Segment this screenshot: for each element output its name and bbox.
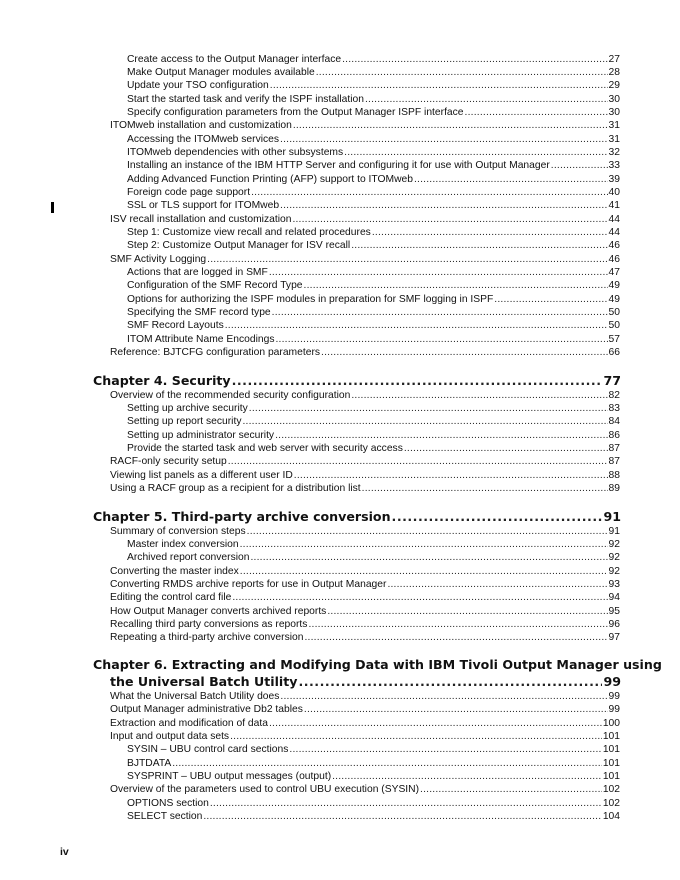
toc-page-number: 93 (608, 579, 620, 590)
toc-entry[interactable] (110, 730, 620, 743)
toc-page-number: 50 (608, 320, 620, 331)
toc-entry-title: Overview of the parameters used to control UBU execution (SYSIN) (110, 784, 420, 795)
toc-page-number: 95 (608, 606, 620, 617)
toc-page-number: 94 (608, 592, 620, 603)
toc-leader (551, 159, 608, 172)
toc-entry[interactable] (127, 186, 620, 199)
toc-page-number: 101 (602, 758, 620, 769)
toc-page-number: 97 (608, 632, 620, 643)
toc-page-number: 91 (603, 509, 621, 524)
toc-page-number: 40 (608, 187, 620, 198)
toc-entry-title: ITOMweb installation and customization (110, 120, 292, 131)
toc-entry[interactable] (127, 810, 620, 823)
toc-entry[interactable] (127, 53, 620, 66)
toc-entry-title: RACF-only security setup (110, 456, 227, 467)
toc-entry[interactable] (110, 591, 620, 604)
toc-entry-title: Archived report conversion (127, 552, 250, 563)
toc-leader (351, 389, 607, 402)
toc-entry[interactable] (127, 106, 620, 119)
toc-leader (280, 690, 607, 703)
toc-leader (365, 93, 608, 106)
toc-page-number: 101 (602, 731, 620, 742)
toc-leader (232, 591, 607, 604)
toc-entry-title: Viewing list panels as a different user ID (110, 470, 293, 481)
toc-chapter[interactable] (110, 674, 621, 690)
toc-page-number: 30 (608, 94, 620, 105)
toc-page-number: 102 (602, 784, 620, 795)
toc-leader (242, 415, 607, 428)
toc-leader (294, 469, 608, 482)
toc-entry[interactable] (127, 429, 620, 442)
toc-leader (372, 226, 608, 239)
toc-page-number: 28 (608, 67, 620, 78)
toc-entry-title: Summary of conversion steps (110, 526, 246, 537)
toc-leader (351, 239, 607, 252)
toc-leader (387, 578, 607, 591)
toc-page-number: 96 (608, 619, 620, 630)
toc-entry-title: Provide the started task and web server with security access (127, 443, 403, 454)
toc-entry[interactable] (110, 253, 620, 266)
toc-leader (210, 797, 602, 810)
toc-leader (232, 373, 603, 389)
toc-leader (270, 79, 608, 92)
toc-entry[interactable] (127, 538, 620, 551)
toc-entry-title: Recalling third party conversions as reports (110, 619, 308, 630)
toc-page-number: 83 (608, 403, 620, 414)
toc-leader (225, 319, 608, 332)
toc-entry-title: Editing the control card file (110, 592, 232, 603)
toc-entry-title: Extraction and modification of data (110, 718, 268, 729)
toc-entry-title: Make Output Manager modules available (127, 67, 315, 78)
toc-leader (342, 53, 607, 66)
toc-page-number: 87 (608, 456, 620, 467)
toc-leader (289, 743, 601, 756)
toc-entry-title: Setting up administrator security (127, 430, 275, 441)
toc-leader (240, 565, 608, 578)
toc-entry-title: Overview of the recommended security configuration (110, 390, 351, 401)
toc-entry[interactable] (127, 293, 620, 306)
toc-entry-title: What the Universal Batch Utility does (110, 691, 280, 702)
toc-entry[interactable] (110, 690, 620, 703)
toc-entry[interactable] (127, 66, 620, 79)
toc-entry-title: ITOM Attribute Name Encodings (127, 334, 275, 345)
toc-entry-title: OPTIONS section (127, 798, 209, 809)
toc-leader (272, 306, 608, 319)
toc-entry[interactable] (127, 79, 620, 92)
toc-entry-title: Adding Advanced Function Printing (AFP) support to ITOMweb (127, 174, 413, 185)
toc-page-number: 84 (608, 416, 620, 427)
toc-page-number: 82 (608, 390, 620, 401)
toc-chapter-title: Chapter 4. Security (93, 373, 231, 388)
toc-entry[interactable] (110, 578, 620, 591)
toc-page-number: 46 (608, 254, 620, 265)
toc-entry-title: Master index conversion (127, 539, 239, 550)
toc-page-number: 41 (608, 200, 620, 211)
toc-entry[interactable] (127, 415, 620, 428)
toc-entry[interactable] (110, 605, 620, 618)
toc-entry[interactable] (110, 213, 620, 226)
toc-entry[interactable] (110, 482, 620, 495)
toc-leader (304, 279, 608, 292)
toc-entry-title: Reference: BJTCFG configuration parameters (110, 347, 321, 358)
toc-entry-title: Step 1: Customize view recall and related procedures (127, 227, 371, 238)
toc-page-number: 87 (608, 443, 620, 454)
toc-page-number: 44 (608, 227, 620, 238)
toc-page-number: 47 (608, 267, 620, 278)
toc-entry-title: Converting the master index (110, 566, 239, 577)
toc-chapter[interactable] (93, 373, 621, 389)
toc-leader (230, 730, 602, 743)
toc-leader (172, 757, 602, 770)
toc-page-number: 102 (602, 798, 620, 809)
toc-leader (269, 266, 608, 279)
toc-chapter-title: the Universal Batch Utility (110, 674, 298, 689)
toc-page-number: 92 (608, 552, 620, 563)
toc-page-number: 32 (608, 147, 620, 158)
change-bar (51, 202, 54, 213)
toc-entry[interactable] (127, 239, 620, 252)
toc-entry[interactable] (127, 279, 620, 292)
toc-entry-title: Foreign code page support (127, 187, 251, 198)
toc-entry[interactable] (110, 783, 620, 796)
toc-entry[interactable] (110, 119, 620, 132)
toc-leader (247, 525, 608, 538)
toc-page-number: 29 (608, 80, 620, 91)
toc-entry[interactable] (127, 93, 620, 106)
toc-entry[interactable] (127, 159, 620, 172)
toc-entry-title: ITOMweb dependencies with other subsystems (127, 147, 344, 158)
toc-entry-title: How Output Manager converts archived reports (110, 606, 327, 617)
toc-leader (228, 455, 608, 468)
toc-leader (249, 402, 608, 415)
toc-entry[interactable] (110, 389, 620, 402)
toc-entry[interactable] (127, 306, 620, 319)
toc-leader (280, 199, 607, 212)
toc-leader (304, 631, 607, 644)
toc-entry[interactable] (127, 173, 620, 186)
toc-leader (251, 186, 607, 199)
toc-leader (316, 66, 608, 79)
toc-entry[interactable] (127, 442, 620, 455)
toc-entry[interactable] (127, 551, 620, 564)
toc-leader (327, 605, 607, 618)
toc-entry[interactable] (127, 333, 620, 346)
toc-page-number: 100 (602, 718, 620, 729)
toc-entry-title: Accessing the ITOMweb services (127, 134, 280, 145)
toc-leader (269, 717, 602, 730)
toc-entry-title: Update your TSO configuration (127, 80, 269, 91)
toc-entry[interactable] (110, 565, 620, 578)
toc-entry-title: Installing an instance of the IBM HTTP Server and configuring it for use with Output Manager (127, 160, 550, 171)
toc-page-number: 49 (608, 280, 620, 291)
toc-leader (304, 703, 608, 716)
toc-leader (494, 293, 607, 306)
toc-page-number: 77 (603, 373, 621, 388)
toc-leader (362, 482, 608, 495)
toc-leader (275, 333, 607, 346)
toc-entry[interactable] (127, 797, 620, 810)
toc-chapter-title-line[interactable]: Chapter 6. Extracting and Modifying Data with IBM Tivoli Output Manager using (93, 657, 662, 672)
toc-entry[interactable] (110, 469, 620, 482)
toc-page-number: 101 (602, 771, 620, 782)
toc-entry-title: SELECT section (127, 811, 203, 822)
toc-page-number: 33 (608, 160, 620, 171)
toc-entry-title: SYSPRINT – UBU output messages (output) (127, 771, 332, 782)
toc-leader (420, 783, 602, 796)
toc-entry[interactable] (127, 402, 620, 415)
toc-page-number: 89 (608, 483, 620, 494)
toc-entry[interactable] (127, 199, 620, 212)
toc-entry[interactable] (127, 319, 620, 332)
toc-page-number: 30 (608, 107, 620, 118)
toc-entry-title: SMF Record Layouts (127, 320, 224, 331)
toc-page-number: 99 (608, 704, 620, 715)
toc-leader (465, 106, 608, 119)
toc-entry[interactable] (127, 770, 620, 783)
toc-leader (250, 551, 607, 564)
toc-entry[interactable] (127, 743, 620, 756)
toc-page-number: 99 (603, 674, 621, 689)
toc-leader (203, 810, 601, 823)
toc-entry[interactable] (110, 346, 620, 359)
toc-page-number: 31 (608, 120, 620, 131)
toc-leader (207, 253, 607, 266)
toc-entry[interactable] (110, 631, 620, 644)
toc-leader (240, 538, 608, 551)
toc-entry-title: Setting up archive security (127, 403, 248, 414)
toc-entry-title: Actions that are logged in SMF (127, 267, 268, 278)
toc-page-number: 99 (608, 691, 620, 702)
toc-page-number: 57 (608, 334, 620, 345)
toc-entry[interactable] (127, 266, 620, 279)
toc-entry-title: SSL or TLS support for ITOMweb (127, 200, 280, 211)
toc-leader (292, 213, 607, 226)
toc-page-number: 104 (602, 811, 620, 822)
toc-entry-title: Output Manager administrative Db2 tables (110, 704, 303, 715)
toc-page-number: 27 (608, 54, 620, 65)
toc-leader (293, 119, 608, 132)
toc-entry-title: SYSIN – UBU control card sections (127, 744, 289, 755)
toc-entry-title: Start the started task and verify the ISPF installation (127, 94, 364, 105)
toc-entry[interactable] (110, 717, 620, 730)
toc-page-number: 91 (608, 526, 620, 537)
toc-chapter[interactable] (93, 509, 621, 525)
toc-page-number: 46 (608, 240, 620, 251)
toc-entry-title: Specifying the SMF record type (127, 307, 271, 318)
toc-page-number: 101 (602, 744, 620, 755)
toc-chapter-title: Chapter 5. Third-party archive conversion (93, 509, 391, 524)
toc-leader (280, 133, 608, 146)
toc-page-number: 92 (608, 539, 620, 550)
toc-page-number: 44 (608, 214, 620, 225)
toc-entry-title: Converting RMDS archive reports for use in Output Manager (110, 579, 387, 590)
toc-entry-title: Repeating a third-party archive conversion (110, 632, 304, 643)
toc-entry-title: SMF Activity Logging (110, 254, 207, 265)
toc-page-number: 31 (608, 134, 620, 145)
toc-leader (404, 442, 608, 455)
toc-page-number: 49 (608, 294, 620, 305)
toc-leader (321, 346, 608, 359)
toc-entry-title: ISV recall installation and customization (110, 214, 292, 225)
toc-leader (392, 509, 603, 525)
toc-leader (275, 429, 607, 442)
toc-entry-title: Specify configuration parameters from the Output Manager ISPF interface (127, 107, 464, 118)
toc-page-number: 50 (608, 307, 620, 318)
toc-entry-title: Configuration of the SMF Record Type (127, 280, 303, 291)
toc-entry-title: Input and output data sets (110, 731, 230, 742)
toc-page-number: 86 (608, 430, 620, 441)
toc-page-number: 39 (608, 174, 620, 185)
toc-entry[interactable] (110, 618, 620, 631)
toc-entry-title: Options for authorizing the ISPF modules in preparation for SMF logging in ISPF (127, 294, 494, 305)
toc-entry-title: BJTDATA (127, 758, 172, 769)
page-folio: iv (60, 846, 69, 858)
toc-entry-title: Setting up report security (127, 416, 242, 427)
toc-entry[interactable] (127, 133, 620, 146)
toc-entry-title: Using a RACF group as a recipient for a distribution list (110, 483, 361, 494)
toc-leader (332, 770, 602, 783)
toc-page-number: 88 (608, 470, 620, 481)
toc-entry[interactable] (110, 703, 620, 716)
toc-entry[interactable] (110, 455, 620, 468)
toc-entry[interactable] (110, 525, 620, 538)
toc-entry[interactable] (127, 757, 620, 770)
toc-entry-title: Step 2: Customize Output Manager for ISV recall (127, 240, 351, 251)
toc-leader (414, 173, 608, 186)
toc-leader (344, 146, 607, 159)
toc-entry[interactable] (127, 226, 620, 239)
toc-page-number: 92 (608, 566, 620, 577)
toc-leader (308, 618, 607, 631)
toc-entry-title: Create access to the Output Manager interface (127, 54, 342, 65)
toc-page-number: 66 (608, 347, 620, 358)
toc-leader (298, 674, 602, 690)
toc-entry[interactable] (127, 146, 620, 159)
